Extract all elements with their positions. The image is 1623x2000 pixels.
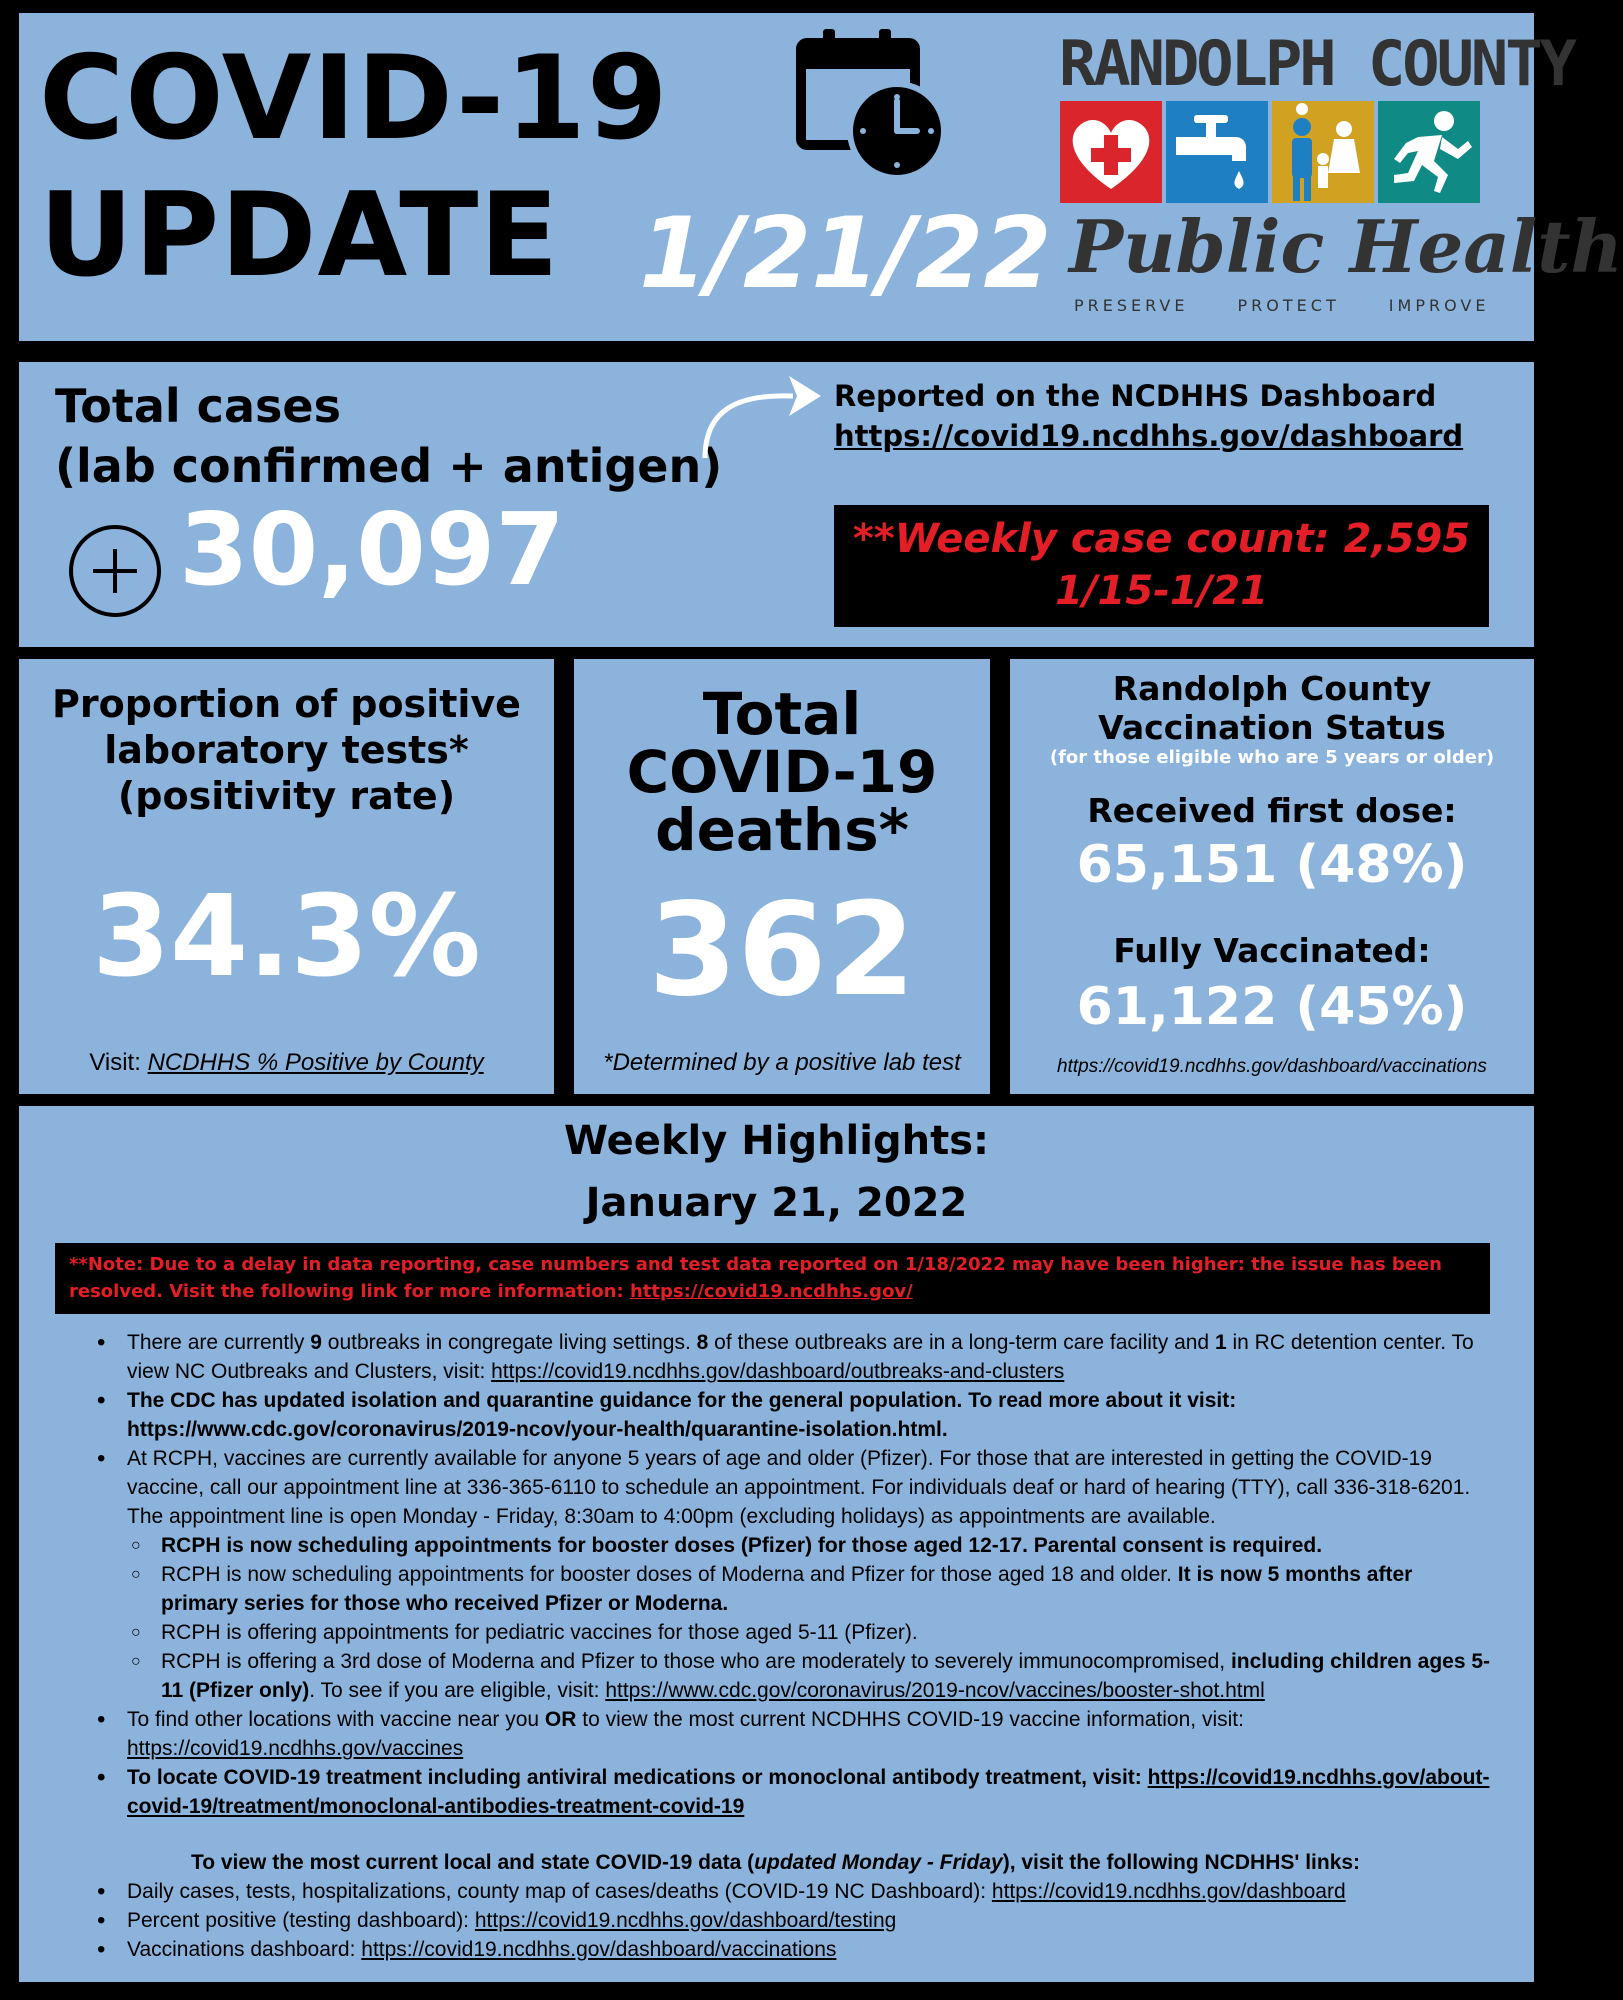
vaccination-title-line-2: Vaccination Status [1098, 708, 1446, 747]
vaccinations-dashboard-list-link[interactable]: https://covid19.ncdhhs.gov/dashboard/vaccinations [361, 1938, 837, 1961]
update-date: 1/21/22 [639, 197, 1052, 311]
positive-by-county-link[interactable]: NCDHHS % Positive by County [147, 1049, 484, 1076]
total-cases-label-line-1: Total cases [55, 379, 341, 433]
deaths-title [574, 680, 990, 864]
list-item-daily-cases: • Daily cases, tests, hospitalizations, county map of cases/deaths (COVID-19 NC Dashboard): https://covid19.ncdhhs.gov/dashboard [57, 1877, 1494, 1906]
deaths-title-line-3: deaths* [655, 796, 909, 864]
vaccination-title [1010, 669, 1534, 747]
positivity-panel [19, 659, 554, 1094]
title-line-1: COVID-19 [39, 31, 669, 166]
reported-label: Reported on the NCDHHS Dashboard [834, 379, 1437, 413]
calendar-clock-icon [779, 23, 949, 183]
sub-item-booster-12-17: ○ RCPH is now scheduling appointments for booster doses (Pfizer) for those aged 12-17. Parental consent is required. [57, 1531, 1494, 1560]
highlights-list [57, 1328, 1494, 1821]
total-cases-value: 30,097 [179, 491, 565, 608]
running-person-icon [1378, 101, 1480, 203]
positivity-visit [19, 1049, 554, 1077]
positivity-title [19, 681, 554, 819]
title-line-2: UPDATE [39, 168, 560, 303]
sub-item-booster-18-plus: ○ RCPH is now scheduling appointments for booster doses of Moderna and Pfizer for those aged 18 and older. It is now 5 months after primary series for those who received Pfizer or Moderna. [57, 1560, 1494, 1618]
positivity-title-line-3: (positivity rate) [117, 774, 456, 818]
positivity-title-line-1: Proportion of positive [52, 682, 521, 726]
first-dose-label: Received first dose: [1087, 791, 1457, 830]
nc-dashboard-link[interactable]: https://covid19.ncdhhs.gov/dashboard [991, 1880, 1346, 1903]
weekly-highlights-title [19, 1110, 1534, 1234]
testing-dashboard-link[interactable]: https://covid19.ncdhhs.gov/dashboard/testing [474, 1909, 897, 1932]
positivity-value: 34.3% [92, 872, 481, 1002]
logo-org-name: RANDOLPH COUNTY [1059, 27, 1574, 100]
list-item-cdc-guidance: • The CDC has updated isolation and quarantine guidance for the general population. To read more about it visit: https://www.cdc.gov/coronavirus/2019-ncov/your-health/quarantine-isolation.html. [57, 1386, 1494, 1444]
treatment-link[interactable]: https://covid19.ncdhhs.gov/about-covid-19/treatment/monoclonal-antibodies-treatment-covid-19 [127, 1766, 1490, 1818]
list-item-treatment: • To locate COVID-19 treatment including antiviral medications or monoclonal antibody treatment, visit: https://covid19.ncdhhs.gov/about-covid-19/treatment/monoclonal-antibodies-treatment-covid-19 [57, 1763, 1494, 1821]
weekly-date-range: 1/15-1/21 [1055, 568, 1268, 614]
logo-public-health: Public Health [1069, 204, 1623, 289]
sub-item-pediatric: ○ RCPH is offering appointments for pediatric vaccines for those aged 5-11 (Pfizer). [57, 1618, 1494, 1647]
note-link[interactable]: https://covid19.ncdhhs.gov/ [629, 1281, 913, 1302]
faucet-icon [1166, 101, 1268, 203]
vaccination-title-line-1: Randolph County [1112, 669, 1432, 708]
list-item-outbreaks: • There are currently 9 outbreaks in congregate living settings. 8 of these outbreaks are in a long-term care facility and 1 in RC detention center. To view NC Outbreaks and Clusters, visit: https://covid19.ncdhhs.gov/dashboard/outbreaks-and-clusters [57, 1328, 1494, 1386]
logo-tiles [1060, 101, 1480, 203]
total-cases-label [55, 376, 722, 496]
fully-vaccinated-label: Fully Vaccinated: [1113, 931, 1431, 970]
total-cases-label-line-2: (lab confirmed + antigen) [55, 439, 723, 493]
family-icon [1272, 101, 1374, 203]
data-delay-note [55, 1243, 1490, 1314]
weekly-highlights-panel [19, 1106, 1534, 1982]
deaths-title-line-1: Total [702, 680, 862, 748]
list-item-percent-positive: • Percent positive (testing dashboard): https://covid19.ncdhhs.gov/dashboard/testing [57, 1906, 1494, 1935]
positivity-title-line-2: laboratory tests* [104, 728, 469, 772]
deaths-footnote: *Determined by a positive lab test [603, 1049, 961, 1076]
reported-on-dashboard [834, 376, 1463, 456]
deaths-title-line-2: COVID-19 [626, 738, 938, 806]
weekly-case-count: **Weekly case count: 2,595 [852, 516, 1471, 562]
total-cases-panel [19, 362, 1534, 647]
deaths-value: 362 [648, 876, 916, 1025]
outbreaks-link[interactable]: https://covid19.ncdhhs.gov/dashboard/outbreaks-and-clusters [491, 1360, 1065, 1383]
vaccines-link[interactable]: https://covid19.ncdhhs.gov/vaccines [127, 1737, 464, 1760]
curved-arrow-icon [697, 370, 827, 460]
logo-tagline: PRESERVE PROTECT IMPROVE [1074, 296, 1490, 315]
weekly-title-line-2: January 21, 2022 [585, 1180, 968, 1226]
list-item-other-locations: • To find other locations with vaccine near you OR to view the most current NCDHHS COVID-19 vaccine information, visit: https://covid19.ncdhhs.gov/vaccines [57, 1705, 1494, 1763]
first-dose-value: 65,151 (48%) [1076, 835, 1468, 895]
booster-shot-link[interactable]: https://www.cdc.gov/coronavirus/2019-ncov/vaccines/booster-shot.html [605, 1679, 1265, 1702]
vaccinations-dashboard-link[interactable]: https://covid19.ncdhhs.gov/dashboard/vaccinations [1057, 1056, 1487, 1077]
header-panel [19, 13, 1623, 341]
list-item-vaccinations-dashboard: • Vaccinations dashboard: https://covid19.ncdhhs.gov/dashboard/vaccinations [57, 1935, 1494, 1964]
weekly-title-line-1: Weekly Highlights: [563, 1118, 990, 1164]
data-links-section [57, 1848, 1494, 1964]
sub-item-third-dose: ○ RCPH is offering a 3rd dose of Moderna and Pfizer to those who are moderately to severely immunocompromised, including children ages 5-11 (Pfizer only). To see if you are eligible, visit: https://www.cdc.gov/coronavirus/2019-ncov/vaccines/booster-shot.html [57, 1647, 1494, 1705]
vaccination-panel [1010, 659, 1534, 1094]
heart-cross-icon [1060, 101, 1162, 203]
fully-vaccinated-value: 61,122 (45%) [1076, 977, 1468, 1037]
deaths-panel [574, 659, 990, 1094]
data-links-intro: To view the most current local and state COVID-19 data (updated Monday - Friday), visit the following NCDHHS' links: [190, 1851, 1361, 1874]
plus-circle-icon [69, 525, 161, 617]
visit-label: Visit: [89, 1049, 148, 1076]
note-text: **Note: Due to a delay in data reporting, case numbers and test data reported on 1/18/2022 may have been higher: the issue has been resolved. Visit the following link for more information: [69, 1254, 1442, 1302]
dashboard-link[interactable]: https://covid19.ncdhhs.gov/dashboard [834, 419, 1464, 453]
weekly-case-count-box [834, 505, 1489, 627]
list-item-rcph-vaccines: • At RCPH, vaccines are currently available for anyone 5 years of age and older (Pfizer). For those that are interested in getting the COVID-19 vaccine, call our appointment line at 336-365-6110 to schedule an appointment. For individuals deaf or hard of hearing (TTY), call 336-318-6201. The appointment line is open Monday - Friday, 8:30am to 4:00pm (excluding holidays) as appointments are available. [57, 1444, 1494, 1531]
vaccination-subtitle: (for those eligible who are 5 years or older) [1049, 747, 1495, 768]
